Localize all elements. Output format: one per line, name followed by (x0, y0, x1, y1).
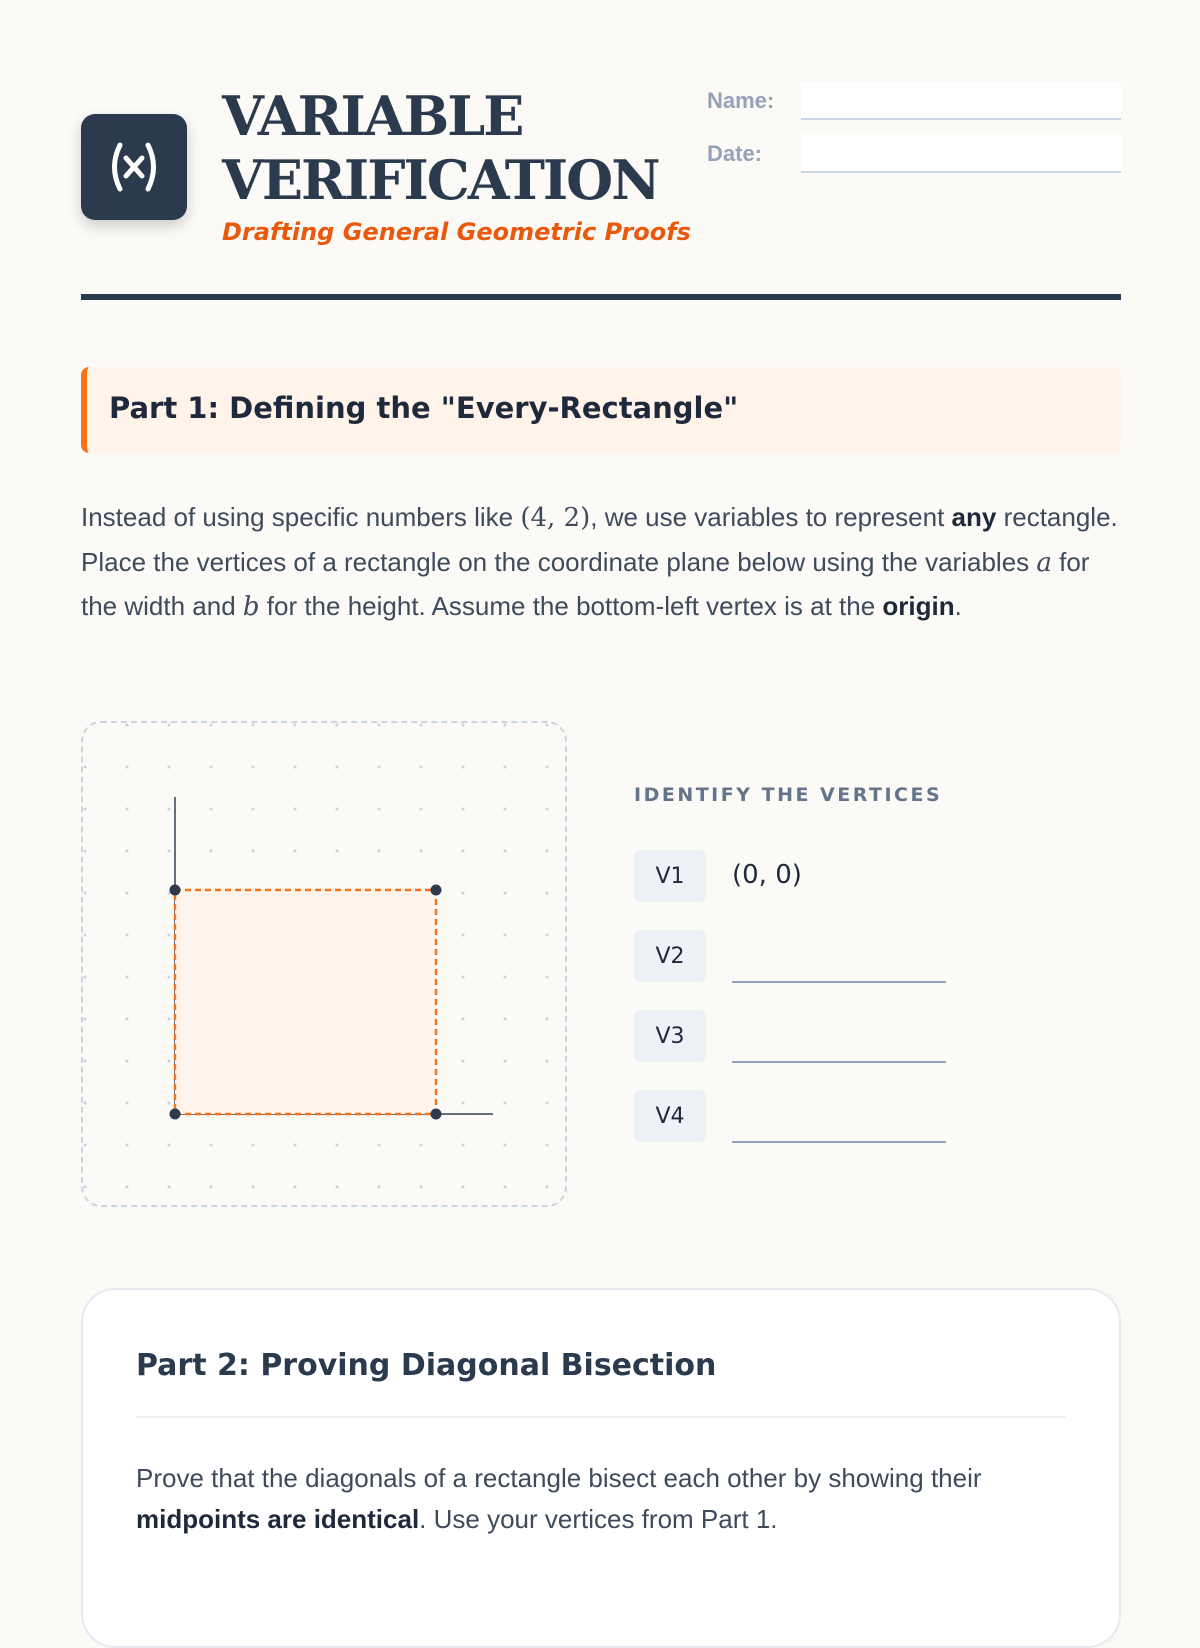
vertex-label-v1: V1 (634, 850, 706, 902)
intro-text-2: , we use variables to represent (590, 502, 952, 532)
page-title-line1: VARIABLE (222, 84, 523, 148)
variable-a: a (1036, 547, 1052, 578)
logo (81, 114, 187, 220)
part2-title: Part 2: Proving Diagonal Bisection (136, 1348, 717, 1383)
name-label: Name: (707, 88, 775, 113)
vertex-label-v4: V4 (634, 1090, 706, 1142)
vertex-answer-line-v3 (732, 1061, 946, 1063)
page-title (222, 84, 659, 212)
example-point: (4, 2) (520, 503, 591, 533)
vertex-answer-line-v2 (732, 981, 946, 983)
rectangle-diagram (81, 721, 567, 1207)
date-label: Date: (707, 141, 763, 166)
part2-text-2: . Use your vertices from Part 1. (419, 1504, 778, 1534)
part2-instructions (136, 1458, 1076, 1540)
vertices-heading: IDENTIFY THE VERTICES (634, 784, 943, 806)
header-divider (81, 294, 1121, 300)
emphasis-any: any (951, 502, 997, 532)
part2-divider (136, 1416, 1066, 1418)
coordinate-grid (81, 721, 567, 1207)
part1-header (81, 367, 1121, 453)
part2-emphasis: midpoints are identical (136, 1504, 420, 1534)
vertex-dot-bottom-left (170, 1109, 181, 1120)
vertex-dot-bottom-right (431, 1109, 442, 1120)
page-subtitle: Drafting General Geometric Proofs (222, 218, 691, 246)
vertex-dot-top-right (431, 885, 442, 896)
intro-text-5: for the height. Assume the bottom-left vertex is at the (259, 591, 883, 621)
page-title-line2: VERIFICATION (222, 148, 659, 212)
part1-title: Part 1: Defining the "Every-Rectangle" (109, 391, 739, 425)
name-field[interactable] (801, 82, 1121, 120)
emphasis-origin: origin (882, 591, 955, 621)
variable-x-icon (104, 137, 164, 197)
intro-text-6: . (954, 591, 962, 621)
part2-text-1: Prove that the diagonals of a rectangle bisect each other by showing their (136, 1463, 982, 1493)
vertex-dot-top-left (170, 885, 181, 896)
rectangle-shape (175, 890, 436, 1114)
vertex-value-v1: (0, 0) (732, 860, 802, 890)
vertex-answer-line-v4 (732, 1141, 946, 1143)
vertex-label-v3: V3 (634, 1010, 706, 1062)
vertex-label-v2: V2 (634, 930, 706, 982)
variable-b: b (242, 592, 260, 622)
intro-text-3: rectangle. Place the vertices of a rectangle on the coordinate plane below using the variables (81, 502, 1118, 577)
date-field[interactable] (801, 135, 1121, 173)
intro-text-1: Instead of using specific numbers like (81, 502, 521, 532)
intro-text-4: for the width and (81, 546, 1090, 621)
part1-instructions (81, 496, 1131, 630)
